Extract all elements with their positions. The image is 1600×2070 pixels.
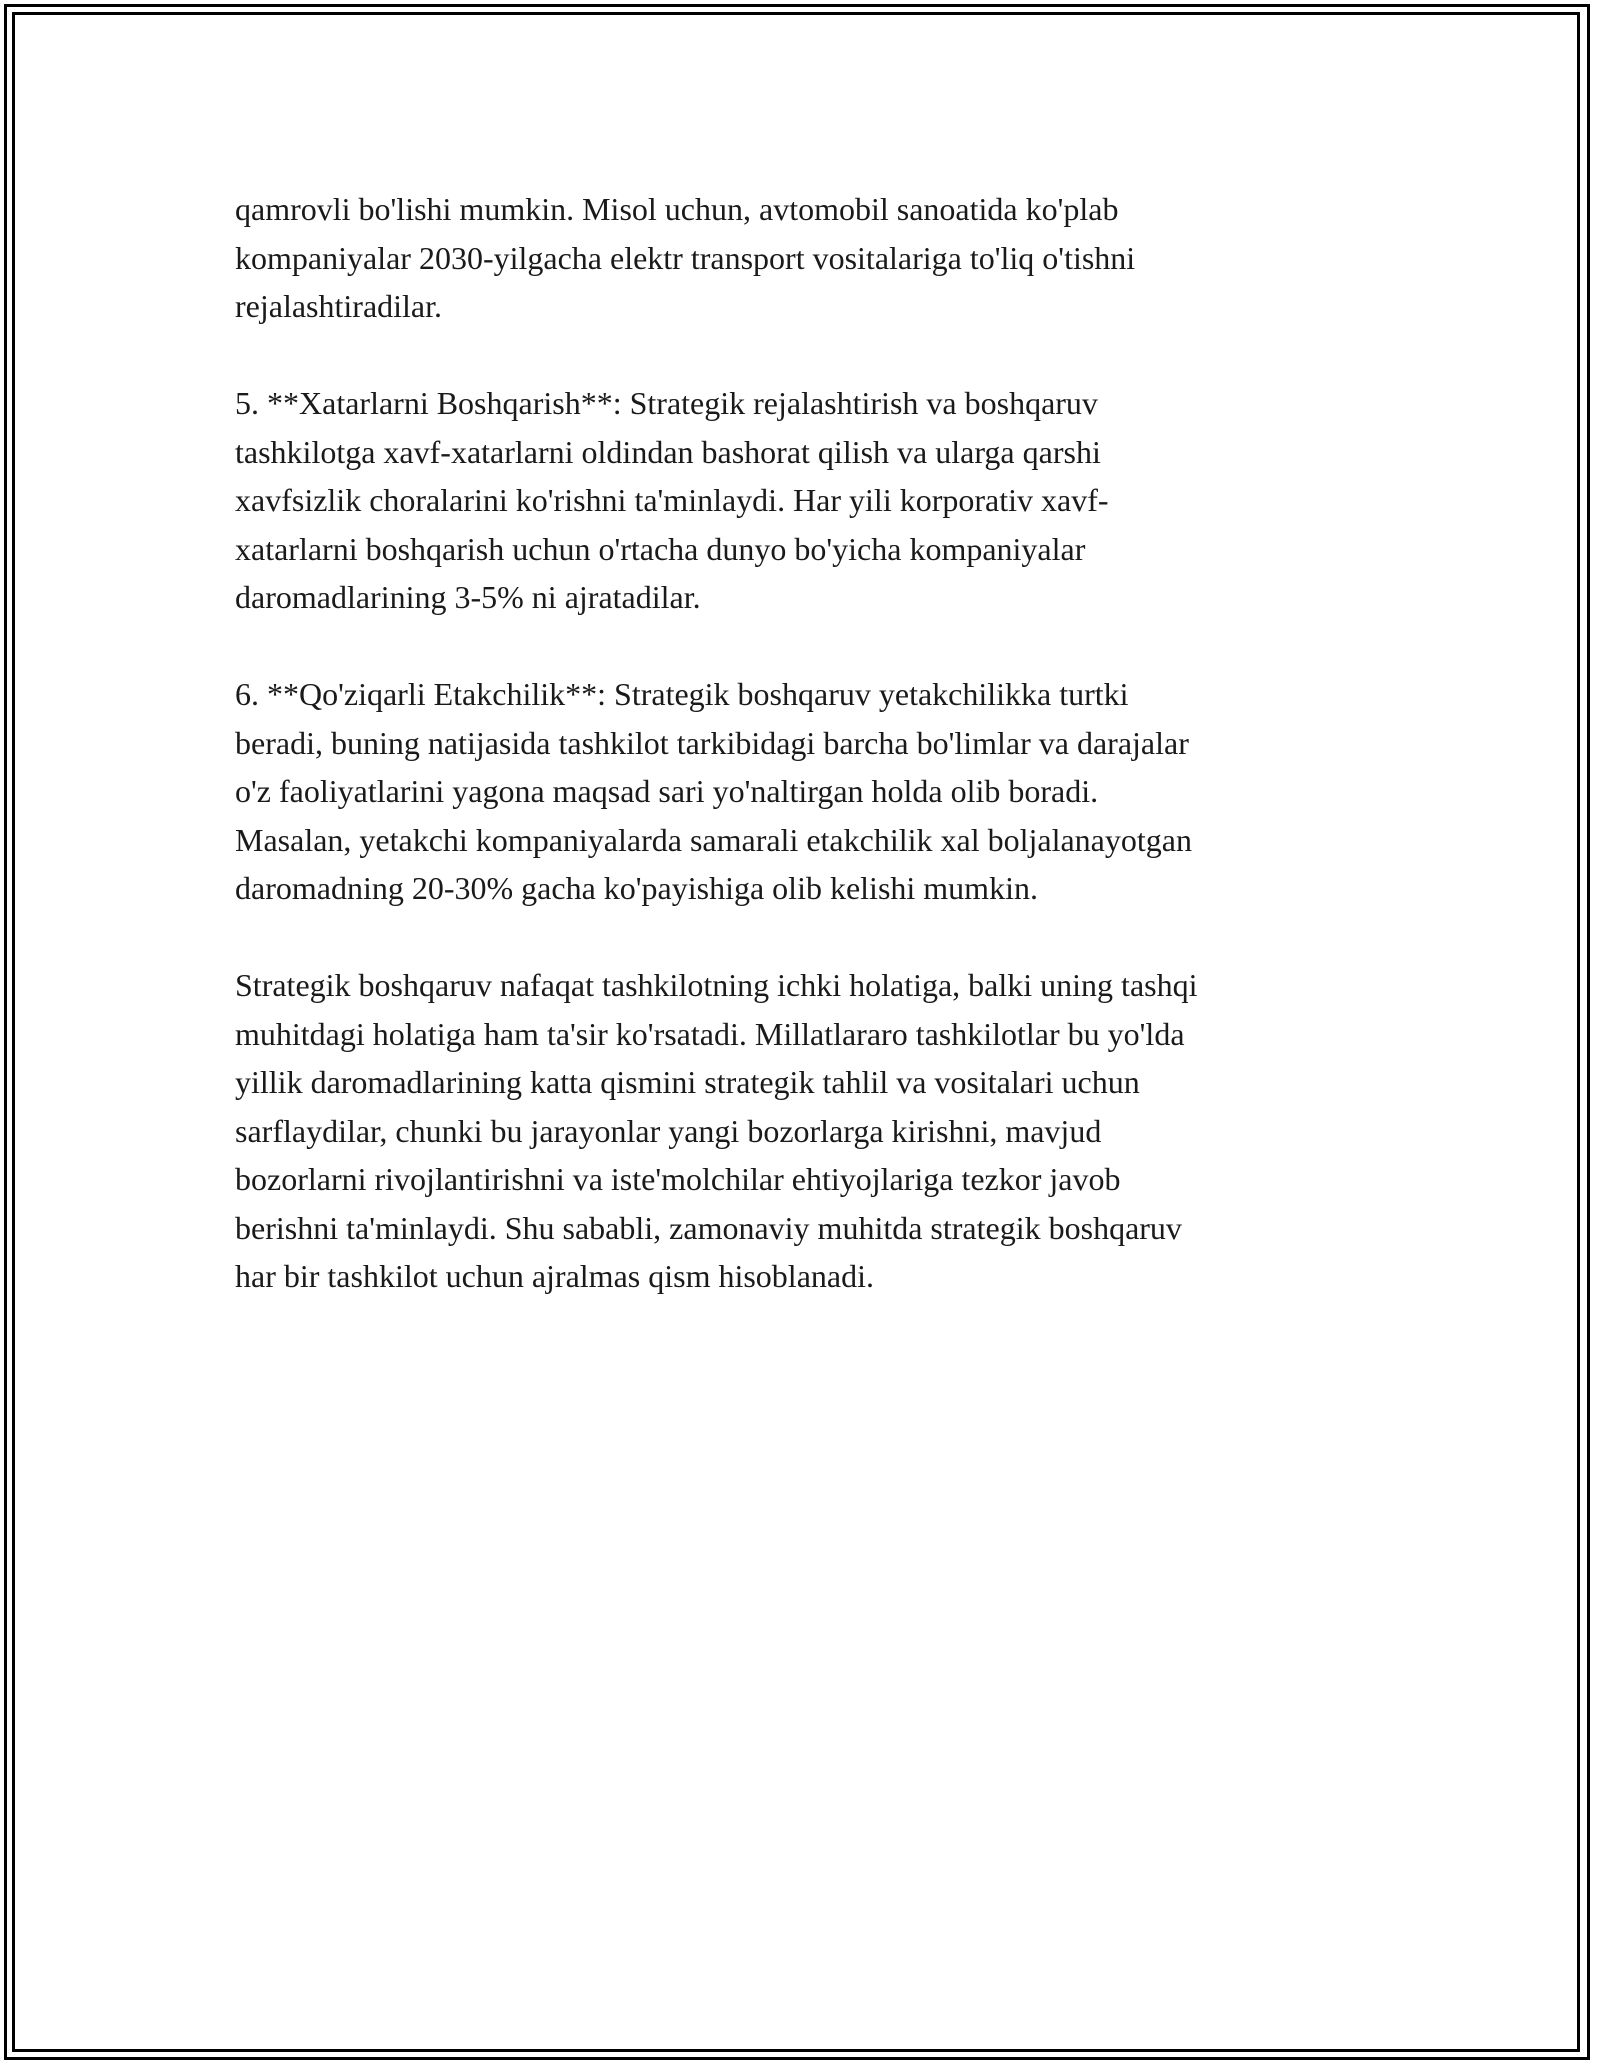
text-line: Strategik boshqaruv nafaqat tashkilotning ichki holatiga, balki uning tashqi bbox=[235, 967, 1198, 1003]
text-line: xavfsizlik choralarini ko'rishni ta'minlaydi. Har yili korporativ xavf- bbox=[235, 482, 1109, 518]
text-line: o'z faoliyatlarini yagona maqsad sari yo'naltirgan holda olib boradi. bbox=[235, 773, 1099, 809]
document-body bbox=[235, 185, 1365, 1349]
text-line: qamrovli bo'lishi mumkin. Misol uchun, avtomobil sanoatida ko'plab bbox=[235, 191, 1119, 227]
paragraph-item-5 bbox=[235, 379, 1365, 622]
text-line: xatarlarni boshqarish uchun o'rtacha dunyo bo'yicha kompaniyalar bbox=[235, 530, 1086, 567]
text-line: Masalan, yetakchi kompaniyalarda samarali etakchilik xal boljalanayotgan bbox=[235, 821, 1192, 858]
text-line: kompaniyalar 2030-yilgacha elektr transport vositalariga to'liq o'tishni bbox=[235, 239, 1136, 276]
text-line: daromadlarining 3-5% ni ajratadilar. bbox=[235, 579, 701, 615]
text-line: tashkilotga xavf-xatarlarni oldindan bashorat qilish va ularga qarshi bbox=[235, 433, 1101, 470]
paragraph-conclusion bbox=[235, 961, 1365, 1301]
text-line: yillik daromadlarining katta qismini strategik tahlil va vositalari uchun bbox=[235, 1064, 1140, 1100]
paragraph-continuation bbox=[235, 185, 1365, 331]
text-line: 5. **Xatarlarni Boshqarish**: Strategik rejalashtirish va boshqaruv bbox=[235, 385, 1098, 421]
text-line: bozorlarni rivojlantirishni va iste'molchilar ehtiyojlariga tezkor javob bbox=[235, 1161, 1121, 1197]
paragraph-item-6 bbox=[235, 670, 1365, 913]
text-line: 6. **Qo'ziqarli Etakchilik**: Strategik boshqaruv yetakchilikka turtki bbox=[235, 676, 1129, 712]
text-line: har bir tashkilot uchun ajralmas qism hisoblanadi. bbox=[235, 1258, 874, 1294]
text-line: daromadning 20-30% gacha ko'payishiga olib kelishi mumkin. bbox=[235, 870, 1038, 906]
text-line: beradi, buning natijasida tashkilot tarkibidagi barcha bo'limlar va darajalar bbox=[235, 724, 1189, 761]
text-line: sarflaydilar, chunki bu jarayonlar yangi bozorlarga kirishni, mavjud bbox=[235, 1112, 1102, 1149]
text-line: rejalashtiradilar. bbox=[235, 288, 443, 324]
text-line: berishni ta'minlaydi. Shu sababli, zamonaviy muhitda strategik boshqaruv bbox=[235, 1209, 1182, 1246]
text-line: muhitdagi holatiga ham ta'sir ko'rsatadi. Millatlararo tashkilotlar bu yo'lda bbox=[235, 1015, 1185, 1052]
